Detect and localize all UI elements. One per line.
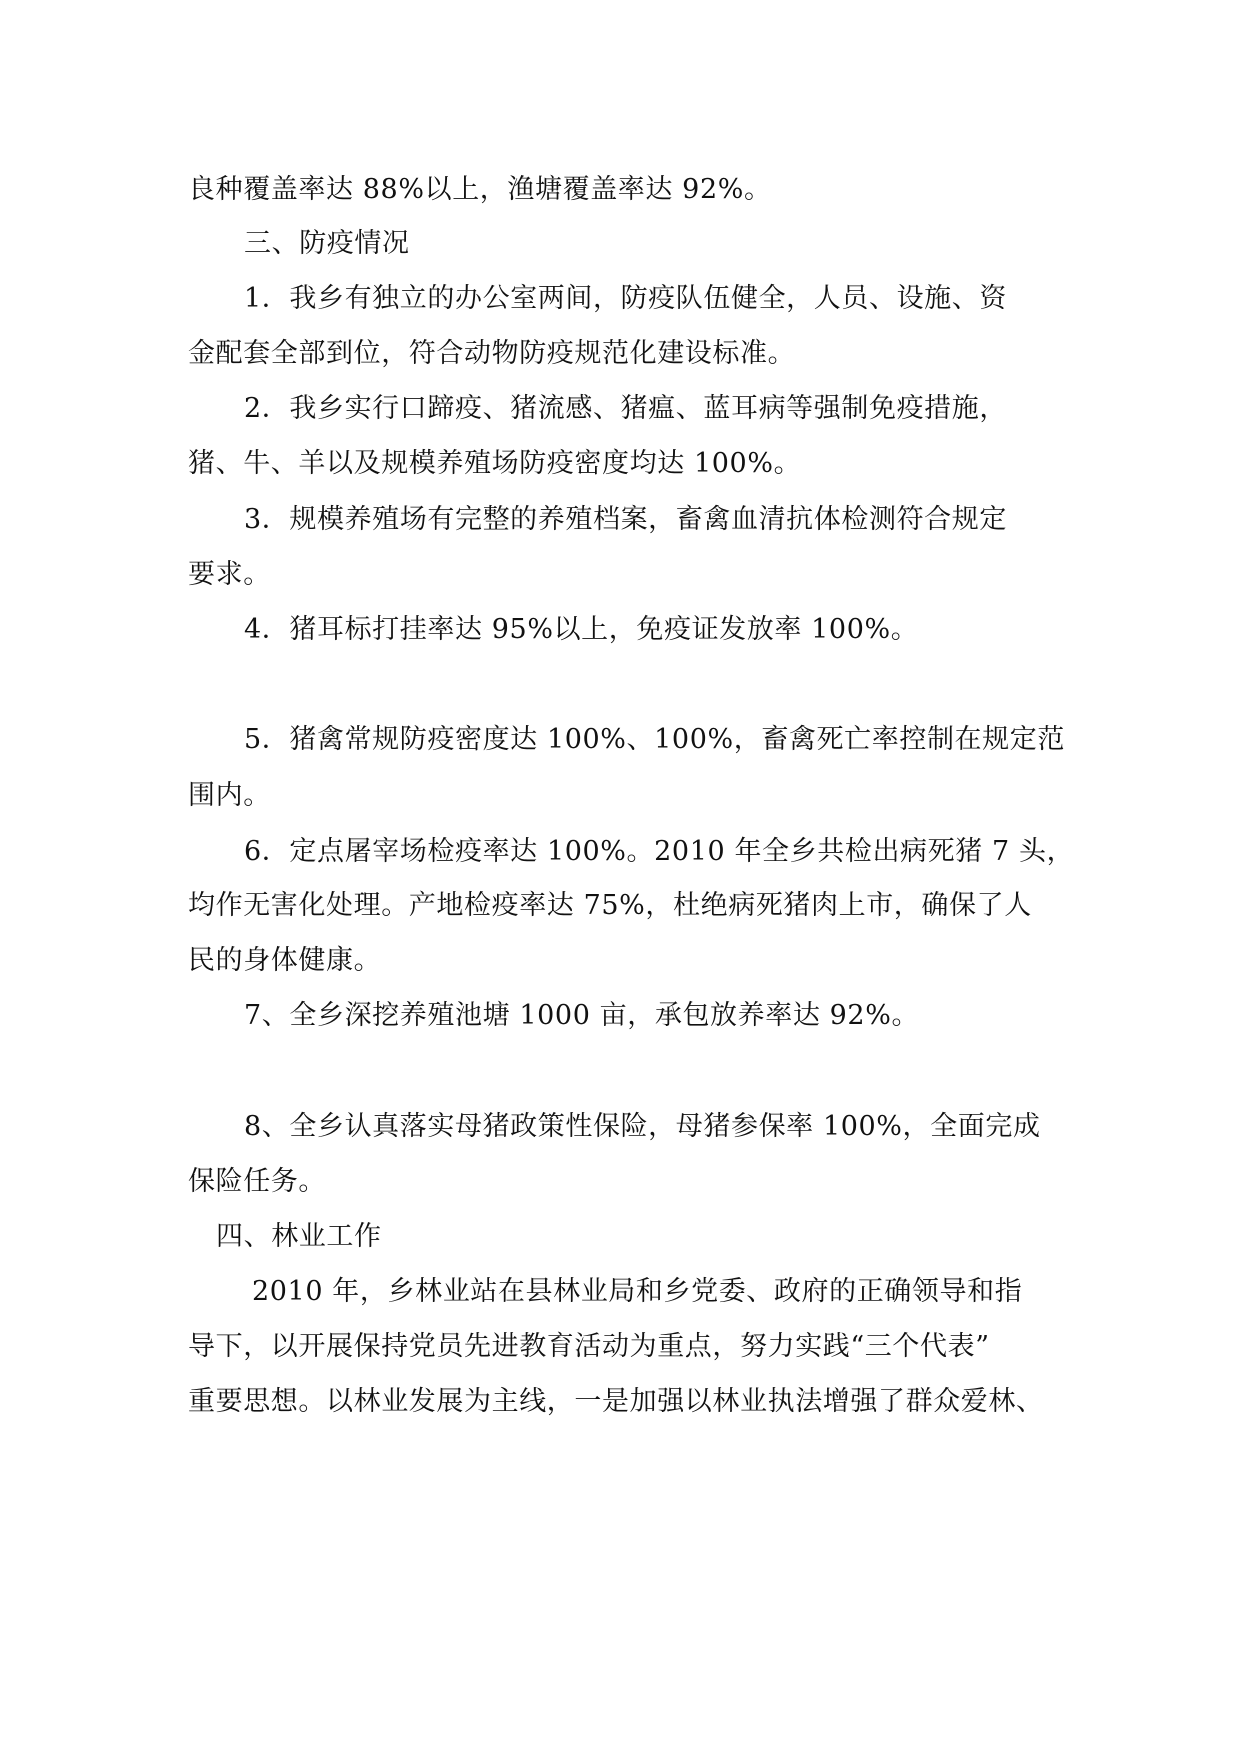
text-line: 5．猪禽常规防疫密度达 100%、100%，畜禽死亡率控制在规定范 [244, 724, 1065, 755]
text-line: 猪、牛、羊以及规模养殖场防疫密度均达 100%。 [188, 448, 802, 479]
text-line: 良种覆盖率达 88%以上，渔塘覆盖率达 92%。 [188, 174, 772, 205]
text-line: 7、全乡深挖养殖池塘 1000 亩，承包放养率达 92%。 [244, 1000, 920, 1031]
section-heading: 三、防疫情况 [244, 228, 410, 259]
text-line: 8、全乡认真落实母猪政策性保险，母猪参保率 100%，全面完成 [244, 1111, 1041, 1142]
text-line: 要求。 [188, 559, 271, 590]
text-line: 保险任务。 [188, 1166, 326, 1197]
text-line: 4．猪耳标打挂率达 95%以上，免疫证发放率 100%。 [244, 614, 919, 645]
text-line: 重要思想。以林业发展为主线，一是加强以林业执法增强了群众爱林、 [188, 1386, 1044, 1417]
text-line: 6．定点屠宰场检疫率达 100%。2010 年全乡共检出病死猪 7 头， [244, 836, 1075, 867]
text-line: 3．规模养殖场有完整的养殖档案，畜禽血清抗体检测符合规定 [244, 504, 1007, 535]
text-line: 1．我乡有独立的办公室两间，防疫队伍健全，人员、设施、资 [244, 283, 1007, 314]
text-line: 民的身体健康。 [188, 945, 382, 976]
text-line: 围内。 [188, 780, 271, 811]
section-heading: 四、林业工作 [216, 1221, 382, 1252]
text-line: 导下，以开展保持党员先进教育活动为重点，努力实践“三个代表” [188, 1331, 990, 1362]
text-line: 金配套全部到位，符合动物防疫规范化建设标准。 [188, 338, 796, 369]
text-line: 均作无害化处理。产地检疫率达 75%，杜绝病死猪肉上市，确保了人 [188, 890, 1032, 921]
text-line: 2．我乡实行口蹄疫、猪流感、猪瘟、蓝耳病等强制免疫措施， [244, 393, 1007, 424]
text-line: 2010 年，乡林业站在县林业局和乡党委、政府的正确领导和指 [252, 1276, 1023, 1307]
